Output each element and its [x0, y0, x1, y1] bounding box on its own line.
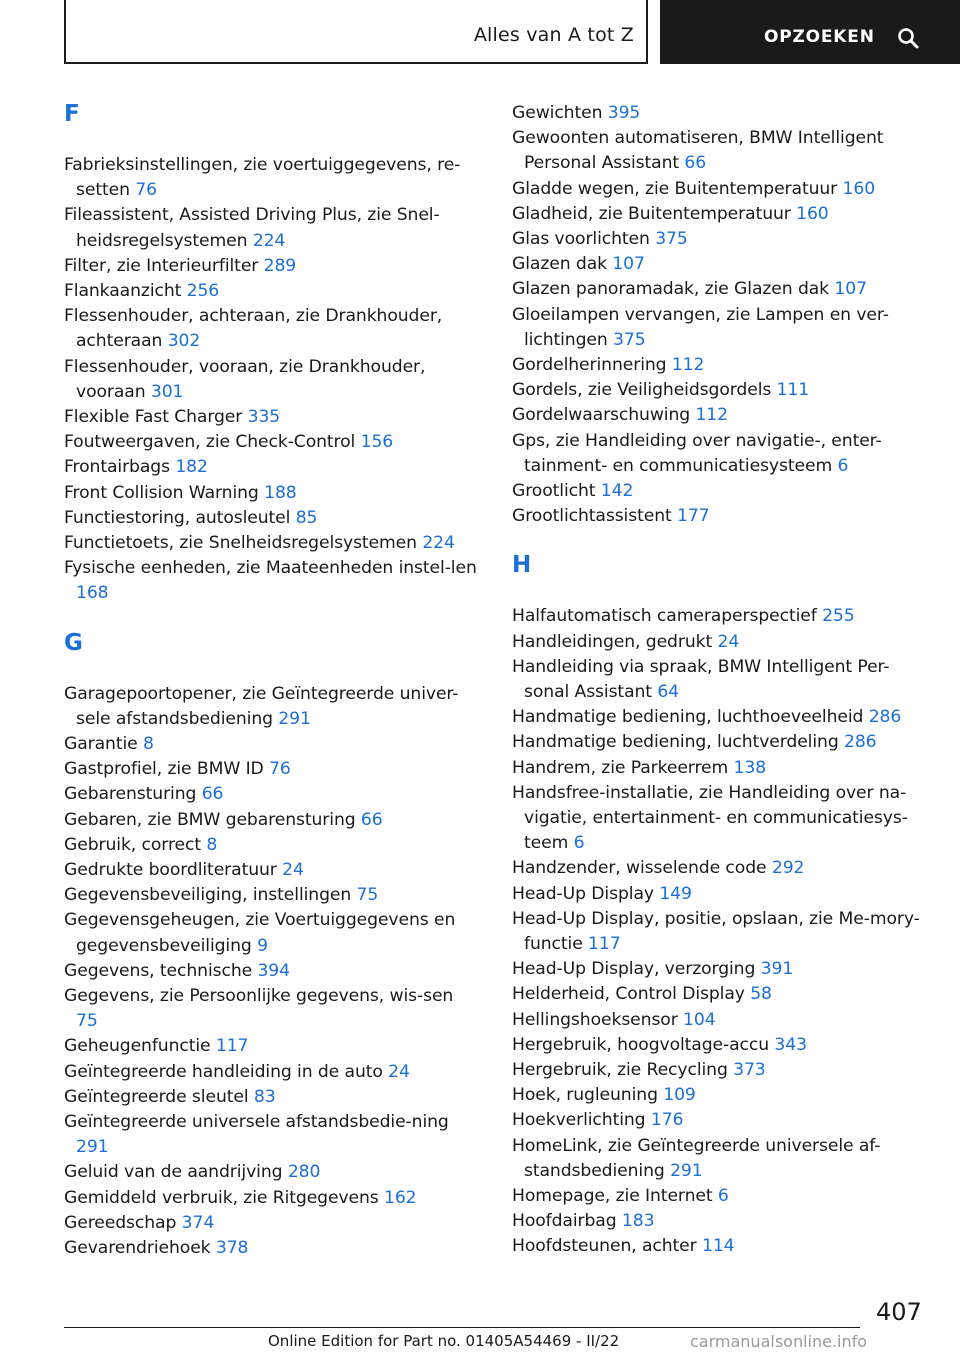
page-reference-link[interactable]: 255 — [822, 606, 855, 627]
index-entry-text: Geïntegreerde universele afstandsbedie-ning — [64, 1112, 449, 1132]
index-entry-text: Gewoonten automatiseren, BMW Intelligent Personal Assistant — [512, 128, 884, 174]
index-entry — [512, 756, 928, 781]
index-entry-text: Gps, zie Handleiding over navigatie-, enter-tainment- en communicatiesysteem — [512, 430, 882, 476]
index-entry — [64, 556, 480, 606]
index-entry — [512, 126, 928, 176]
page-reference-link[interactable]: 156 — [360, 432, 394, 453]
page-reference-link[interactable]: 374 — [181, 1212, 215, 1233]
page-reference-link[interactable]: 188 — [264, 482, 297, 503]
index-entry — [512, 429, 928, 479]
index-entry — [64, 1034, 480, 1059]
index-entry — [512, 882, 928, 907]
index-entry — [512, 655, 928, 705]
index-entry — [64, 304, 480, 354]
index-entry — [512, 101, 928, 126]
page-reference-link[interactable]: 142 — [600, 481, 634, 501]
index-entry-text: Gladheid, zie Buitentemperatuur — [512, 203, 797, 224]
index-entry — [64, 682, 480, 732]
footer-divider — [64, 1327, 860, 1328]
index-entry — [64, 455, 480, 480]
index-entry-text: Flankaanzicht — [64, 281, 187, 301]
index-letter-heading: G — [64, 629, 83, 656]
page-reference-link[interactable]: 104 — [683, 1009, 716, 1030]
index-entry-text: Fileassistent, Assisted Driving Plus, zie Snel-heidsregelsystemen — [64, 205, 440, 251]
index-entry-text: Head-Up Display — [512, 883, 660, 904]
index-entry — [64, 757, 480, 782]
page-reference-link[interactable]: 343 — [774, 1034, 807, 1055]
index-entry-text: Homepage, zie Internet — [512, 1186, 718, 1206]
page-reference-link[interactable]: 224 — [422, 533, 455, 553]
page-reference-link[interactable]: 162 — [384, 1187, 417, 1208]
page-reference-link[interactable]: 112 — [671, 355, 705, 375]
index-entry — [64, 782, 480, 807]
section-title: Alles van A tot Z — [473, 24, 634, 46]
index-entry-text: Gastprofiel, zie BMW ID — [64, 759, 270, 780]
index-entry — [512, 1134, 928, 1184]
page-reference-link[interactable]: 112 — [695, 405, 728, 426]
index-entry — [64, 531, 480, 556]
page-reference-link[interactable]: 8 — [206, 834, 218, 855]
page-reference-link[interactable]: 182 — [175, 457, 208, 478]
index-entry — [64, 481, 480, 506]
page-reference-link[interactable]: 76 — [135, 180, 157, 201]
page-reference-link[interactable]: 66 — [684, 153, 707, 174]
index-entry — [512, 504, 928, 529]
page-reference-link[interactable]: 160 — [842, 178, 876, 199]
index-entry — [64, 808, 480, 833]
page-reference-link[interactable]: 286 — [844, 732, 877, 753]
page-header — [0, 0, 960, 66]
page-reference-link[interactable]: 107 — [834, 279, 867, 300]
index-entry-text: Halfautomatisch cameraperspectief — [512, 606, 823, 627]
index-entry — [512, 1234, 928, 1259]
index-entry — [64, 1211, 480, 1236]
page-reference-link[interactable]: 83 — [253, 1086, 276, 1107]
index-entry-text: Glas voorlichten — [512, 229, 656, 249]
page-reference-link[interactable]: 6 — [717, 1186, 729, 1206]
index-entry-text: HomeLink, zie Geïntegreerde universele af-standsbediening — [512, 1135, 881, 1181]
index-entry — [512, 705, 928, 730]
index-entry — [512, 957, 928, 982]
index-entry-text: Flessenhouder, vooraan, zie Drankhouder, vooraan — [64, 356, 426, 402]
page-reference-link[interactable]: 256 — [186, 281, 220, 301]
index-letter-heading: H — [512, 552, 532, 579]
page-reference-link[interactable]: 301 — [150, 381, 184, 402]
index-entry — [512, 303, 928, 353]
index-entry-text: Functietoets, zie Snelheidsregelsystemen — [64, 533, 423, 553]
index-entry — [512, 604, 928, 629]
index-entry-text: Gemiddeld verbruik, zie Ritgegevens — [64, 1187, 385, 1208]
section-tab[interactable] — [64, 0, 648, 64]
index-entry — [512, 982, 928, 1007]
page-reference-link[interactable]: 109 — [663, 1085, 696, 1106]
page-reference-link[interactable]: 117 — [588, 934, 621, 954]
page-reference-link[interactable]: 302 — [167, 331, 201, 352]
index-entry-text: Geheugenfunctie — [64, 1036, 216, 1057]
index-entry-text: Foutweergaven, zie Check-Control — [64, 432, 361, 453]
page-reference-link[interactable]: 292 — [771, 858, 805, 879]
index-entry-text: Grootlicht — [512, 481, 601, 501]
index-entry-text: Helderheid, Control Display — [512, 984, 751, 1005]
index-entry — [512, 1184, 928, 1209]
index-entry-text: Gordelwaarschuwing — [512, 405, 696, 426]
index-entry-text: Handsfree-installatie, zie Handleiding over na-vigatie, entertainment- en communicatiesys-teem — [512, 782, 908, 854]
index-entry — [64, 1236, 480, 1261]
index-entry-text: Grootlichtassistent — [512, 506, 677, 527]
page-reference-link[interactable]: 168 — [76, 583, 109, 604]
page-reference-link[interactable]: 149 — [659, 883, 692, 904]
page-reference-link[interactable]: 24 — [388, 1061, 410, 1082]
index-entry — [64, 1110, 480, 1160]
page-reference-link[interactable]: 395 — [607, 103, 641, 123]
search-icon — [896, 26, 920, 50]
index-entry-text: Hoofdairbag — [512, 1211, 622, 1232]
index-entry-text: Flexible Fast Charger — [64, 407, 248, 427]
index-entry — [64, 430, 480, 455]
index-entry-text: Geluid van de aandrijving — [64, 1162, 288, 1183]
search-tab[interactable] — [660, 0, 960, 64]
index-entry-text: Gegevensgeheugen, zie Voertuiggegevens en gegevensbeveiliging — [64, 910, 456, 956]
index-entry — [64, 1060, 480, 1085]
page-reference-link[interactable]: 24 — [282, 860, 304, 880]
watermark: carmanualsonline.info — [690, 1332, 868, 1351]
index-entry — [512, 202, 928, 227]
index-entry — [64, 908, 480, 958]
page-reference-link[interactable]: 177 — [677, 506, 710, 527]
index-entry — [64, 732, 480, 757]
index-entry-text: Gordels, zie Veiligheidsgordels — [512, 380, 777, 401]
page-reference-link[interactable]: 291 — [670, 1160, 703, 1181]
index-entry — [512, 1209, 928, 1234]
index-letter-heading: F — [64, 101, 80, 127]
index-entry — [64, 1186, 480, 1211]
page-reference-link[interactable]: 291 — [76, 1137, 109, 1158]
page-reference-link[interactable]: 391 — [760, 959, 794, 980]
index-entry-text: Gegevens, zie Persoonlijke gegevens, wis-sen — [64, 986, 454, 1006]
index-entry — [512, 730, 928, 755]
index-entry-text: Flessenhouder, achteraan, zie Drankhouder, achteraan — [64, 306, 443, 352]
index-entry — [64, 506, 480, 531]
index-entry — [512, 781, 928, 857]
page-reference-link[interactable]: 289 — [263, 255, 297, 276]
index-entry — [512, 630, 928, 655]
index-entry — [64, 858, 480, 883]
page-reference-link[interactable]: 75 — [76, 1011, 98, 1032]
index-entry — [64, 203, 480, 253]
index-entry — [512, 1058, 928, 1083]
index-entry — [64, 153, 480, 203]
page-reference-link[interactable]: 176 — [650, 1110, 684, 1131]
index-entry-text: Gewichten — [512, 103, 608, 123]
index-entry-text: Functiestoring, autosleutel — [64, 507, 296, 528]
page-reference-link[interactable]: 183 — [621, 1211, 655, 1232]
index-entry — [512, 403, 928, 428]
index-entry — [512, 277, 928, 302]
page-reference-link[interactable]: 9 — [257, 935, 268, 956]
index-entry-text: Frontairbags — [64, 457, 176, 478]
page-reference-link[interactable]: 375 — [613, 329, 646, 350]
index-entry — [64, 355, 480, 405]
index-entry-text: Handrem, zie Parkeerrem — [512, 757, 734, 778]
index-entry-text: Garantie — [64, 734, 143, 754]
page-reference-link[interactable]: 373 — [733, 1060, 766, 1080]
index-entry-text: Gereedschap — [64, 1212, 182, 1233]
page-reference-link[interactable]: 224 — [252, 230, 286, 251]
page-reference-link[interactable]: 114 — [701, 1236, 735, 1257]
index-entry — [512, 1008, 928, 1033]
index-entry — [64, 279, 480, 304]
index-entry-text: Hoofdsteunen, achter — [512, 1236, 702, 1257]
index-entry-text: Garagepoortopener, zie Geïntegreerde univer-sele afstandsbediening — [64, 683, 459, 729]
page-reference-link[interactable]: 160 — [796, 203, 829, 224]
page-reference-link[interactable]: 85 — [295, 507, 318, 528]
index-entry-text: Gordelherinnering — [512, 355, 672, 375]
page-reference-link[interactable]: 58 — [750, 984, 772, 1005]
page-reference-link[interactable]: 375 — [655, 229, 688, 249]
index-entry-text: Front Collision Warning — [64, 482, 265, 503]
index-entry-text: Gebaren, zie BMW gebarensturing — [64, 809, 361, 830]
index-entry — [512, 1033, 928, 1058]
index-entry — [512, 177, 928, 202]
page-reference-link[interactable]: 286 — [868, 707, 902, 728]
index-entry-text: Gedrukte boordliteratuur — [64, 860, 283, 880]
index-entry — [512, 227, 928, 252]
page-reference-link[interactable]: 66 — [360, 809, 383, 830]
index-entry-text: Fysische eenheden, zie Maateenheden instel-len — [64, 558, 477, 579]
index-entry — [512, 479, 928, 504]
index-entry — [512, 353, 928, 378]
index-entry-text: Handzender, wisselende code — [512, 858, 772, 879]
index-entry-text: Handmatige bediening, luchthoeveelheid — [512, 707, 869, 728]
page-reference-link[interactable]: 107 — [612, 254, 645, 275]
index-entry — [64, 883, 480, 908]
index-entry — [64, 405, 480, 430]
index-entry-text: Gebarensturing — [64, 784, 202, 805]
index-entry — [512, 856, 928, 881]
page-reference-link[interactable]: 24 — [717, 631, 740, 652]
index-entry — [512, 1108, 928, 1133]
index-entry-text: Handleidingen, gedrukt — [512, 631, 718, 652]
index-entry-text: Gloeilampen vervangen, zie Lampen en ver-lichtingen — [512, 304, 889, 350]
search-label: OPZOEKEN — [764, 27, 875, 47]
page-reference-link[interactable]: 138 — [733, 757, 767, 778]
index-entry — [64, 833, 480, 858]
page-reference-link[interactable]: 378 — [215, 1238, 249, 1258]
index-entry — [512, 378, 928, 403]
index-entry-text: Fabrieksinstellingen, zie voertuiggegevens, re-setten — [64, 155, 461, 201]
index-entry-text: Gegevensbeveiliging, instellingen — [64, 885, 357, 906]
index-entry — [512, 907, 928, 957]
page-reference-link[interactable]: 64 — [657, 682, 679, 702]
index-entry-text: Glazen dak — [512, 254, 613, 275]
index-entry-text: Handmatige bediening, luchtverdeling — [512, 732, 845, 753]
index-entry-text: Gevarendriehoek — [64, 1238, 216, 1258]
index-entry-text: Hergebruik, zie Recycling — [512, 1060, 734, 1080]
index-entry-text: Head-Up Display, positie, opslaan, zie Me-mory-functie — [512, 908, 920, 954]
page-reference-link[interactable]: 394 — [257, 960, 290, 981]
index-entry-text: Hergebruik, hoogvoltage-accu — [512, 1034, 775, 1055]
index-entry-text: Filter, zie Interieurfilter — [64, 255, 264, 276]
index-entry — [64, 254, 480, 279]
page-reference-link[interactable]: 75 — [356, 885, 379, 906]
index-entry — [64, 984, 480, 1034]
index-entry-text: Glazen panoramadak, zie Glazen dak — [512, 279, 835, 300]
index-entry-text: Gebruik, correct — [64, 834, 207, 855]
edition-note: Online Edition for Part no. 01405A54469 - II/22 — [268, 1332, 620, 1350]
page-reference-link[interactable]: 8 — [143, 734, 154, 754]
page-reference-link[interactable]: 111 — [776, 380, 810, 401]
page-number: 407 — [876, 1298, 922, 1326]
index-entry — [64, 1085, 480, 1110]
page-reference-link[interactable]: 6 — [837, 455, 849, 476]
index-entry-text: Head-Up Display, verzorging — [512, 959, 761, 980]
page-reference-link[interactable]: 66 — [201, 784, 224, 805]
index-entry — [64, 959, 480, 984]
page-reference-link[interactable]: 117 — [215, 1036, 249, 1057]
page-reference-link[interactable]: 280 — [287, 1162, 321, 1183]
index-entry-text: Hellingshoeksensor — [512, 1009, 684, 1030]
page-reference-link[interactable]: 6 — [573, 833, 585, 854]
index-entry — [512, 252, 928, 277]
index-entry-text: Handleiding via spraak, BMW Intelligent Per-sonal Assistant — [512, 656, 890, 702]
index-entry-text: Geïntegreerde handleiding in de auto — [64, 1061, 389, 1082]
index-entry-text: Hoekverlichting — [512, 1110, 651, 1131]
index-entry-text: Geïntegreerde sleutel — [64, 1086, 254, 1107]
index-entry-text: Gegevens, technische — [64, 960, 258, 981]
index-entry — [64, 1160, 480, 1185]
page-reference-link[interactable]: 335 — [247, 407, 281, 427]
page-reference-link[interactable]: 291 — [278, 708, 311, 729]
index-entry-text: Hoek, rugleuning — [512, 1085, 664, 1106]
index-entry-text: Gladde wegen, zie Buitentemperatuur — [512, 178, 843, 199]
index-entry — [512, 1083, 928, 1108]
page-reference-link[interactable]: 76 — [269, 759, 291, 780]
